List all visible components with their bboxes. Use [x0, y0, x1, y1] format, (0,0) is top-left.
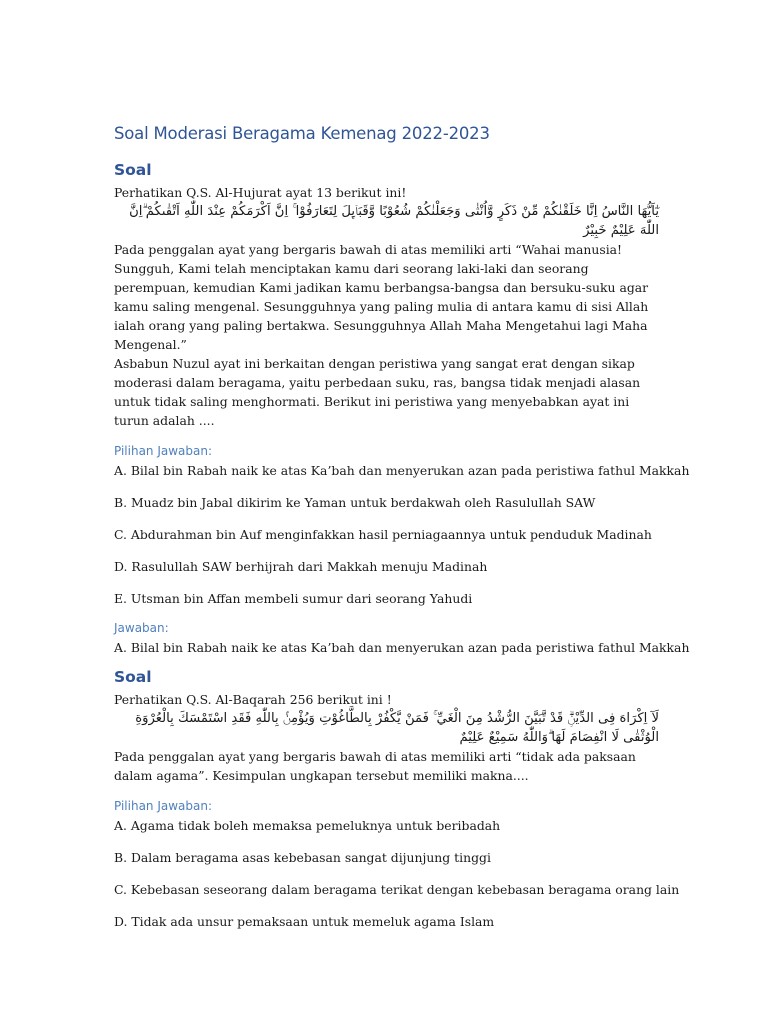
question-body-2: Asbabun Nuzul ayat ini berkaitan dengan peristiwa yang sangat erat dengan sikap moderasi dalam beragama, yaitu perbedaan suku, ras, bangsa tidak menjadi alasan untuk tidak saling menghormati. Berikut ini peristiwa yang menyebabkan ayat ini turun adalah .... — [114, 356, 641, 428]
option-a: A. Bilal bin Rabah naik ke atas Ka’bah dan menyerukan azan pada peristiwa fathul Makkah — [114, 463, 690, 478]
document-title: Soal Moderasi Beragama Kemenag 2022-2023 — [114, 124, 490, 143]
question-heading: Soal — [114, 668, 152, 686]
question-heading: Soal — [114, 161, 152, 179]
question-2 — [114, 668, 768, 931]
question-body: Pada penggalan ayat yang bergaris bawah di atas memiliki arti “Wahai manusia! Sungguh, Kami telah menciptakan kamu dari seorang laki-laki dan seorang perempuan, kemudian Kami jadikan kamu berbangsa-bangsa dan bersuku-suku agar kamu saling mengenal. Sesungguhnya yang paling mulia di antara kamu di sisi Allah ialah orang yang paling bertakwa. Sesungguhnya Allah Maha Mengetahui lagi Maha Mengenal.” — [114, 242, 649, 352]
question-body: Pada penggalan ayat yang bergaris bawah di atas memiliki arti “tidak ada paksaan dalam agama”. Kesimpulan ungkapan tersebut memiliki makna.... — [114, 749, 636, 783]
option-e: E. Utsman bin Affan membeli sumur dari seorang Yahudi — [114, 591, 473, 606]
option-c: C. Abdurahman bin Auf menginfakkan hasil perniagaannya untuk penduduk Madinah — [114, 527, 652, 542]
question-intro: Perhatikan Q.S. Al-Baqarah 256 berikut ini ! — [114, 692, 392, 707]
answer-label: Jawaban: — [114, 621, 169, 635]
option-d: D. Rasulullah SAW berhijrah dari Makkah menuju Madinah — [114, 559, 488, 574]
options-label: Pilihan Jawaban: — [114, 444, 213, 458]
option-c: C. Kebebasan seseorang dalam beragama terikat dengan kebebasan beragama orang lain — [114, 882, 680, 897]
question-intro: Perhatikan Q.S. Al-Hujurat ayat 13 berikut ini! — [114, 185, 407, 200]
option-a: A. Agama tidak boleh memaksa pemeluknya untuk beribadah — [114, 818, 501, 833]
option-b: B. Muadz bin Jabal dikirim ke Yaman untuk berdakwah oleh Rasulullah SAW — [114, 495, 596, 510]
arabic-verse: لَآ اِكْرَاهَ فِى الدِّيْنِۗ قَدْ تَّبَيَّنَ الرُّشْدُ مِنَ الْغَيِّ ۚ فَمَنْ يَّكْفُرْ بِالطَّاغُوْتِ وَيُؤْمِنْۢ بِاللّٰهِ فَقَدِ اسْتَمْسَكَ بِالْعُرْوَةِ الْوُثْقٰى لَا انْفِصَامَ لَهَا ۗوَاللّٰهُ سَمِيْعٌ عَلِيْمٌ — [135, 711, 659, 745]
options-label: Pilihan Jawaban: — [114, 799, 213, 813]
option-d: D. Tidak ada unsur pemaksaan untuk memeluk agama Islam — [114, 914, 495, 929]
arabic-verse: يٰٓاَيُّهَا النَّاسُ اِنَّا خَلَقْنٰكُمْ مِّنْ ذَكَرٍ وَّاُنْثٰى وَجَعَلْنٰكُمْ شُعُوْبًا وَّقَبَاۤىِٕلَ لِتَعَارَفُوْا ۚ اِنَّ اَكْرَمَكُمْ عِنْدَ اللّٰهِ اَتْقٰىكُمْ ۗاِنَّ اللّٰهَ عَلِيْمٌ خَبِيْرٌ — [129, 204, 659, 238]
option-b: B. Dalam beragama asas kebebasan sangat dijunjung tinggi — [114, 850, 491, 865]
answer-text: A. Bilal bin Rabah naik ke atas Ka’bah dan menyerukan azan pada peristiwa fathul Makkah — [114, 640, 690, 655]
question-1 — [114, 161, 768, 657]
